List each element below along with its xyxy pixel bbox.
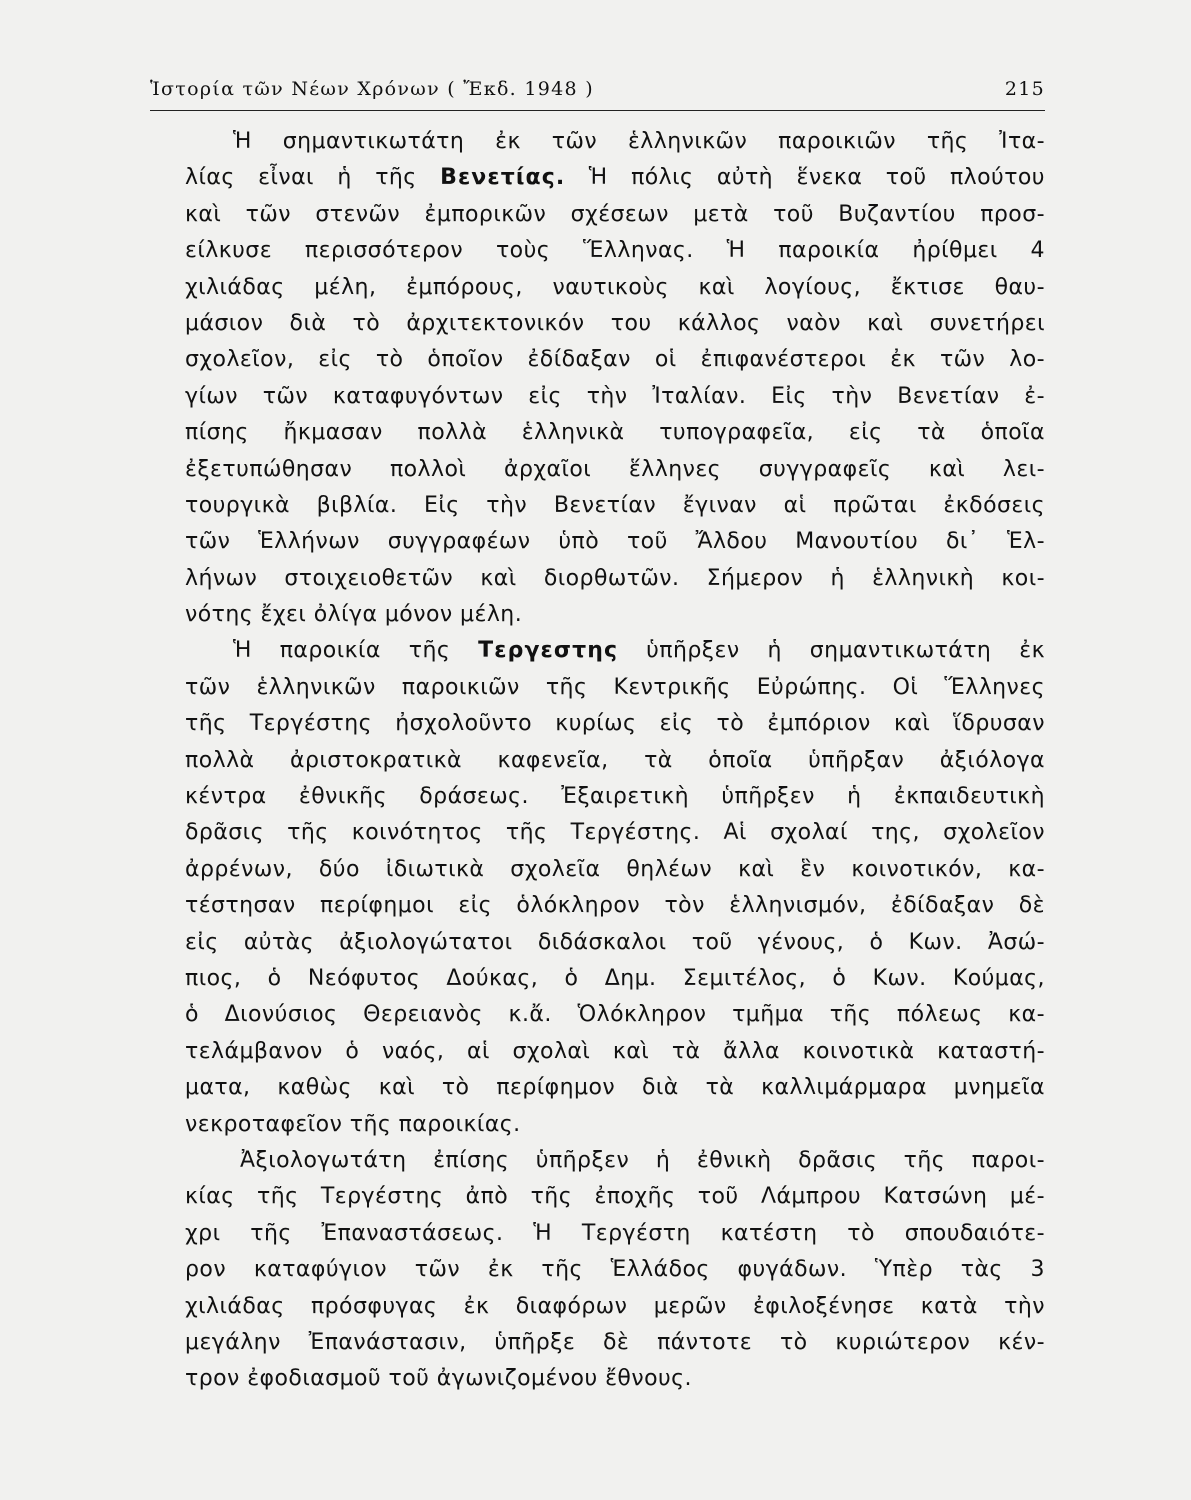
text-line: τῶν Ἑλλήνων συγγραφέων ὑπὸ τοῦ Ἄλδου Μανουτίου δι᾿ Ἑλ- bbox=[185, 529, 1045, 555]
text-line bbox=[185, 633, 1045, 669]
text-line: καὶ τῶν στενῶν ἐμπορικῶν σχέσεων μετὰ τοῦ Βυζαντίου προσ- bbox=[185, 201, 1045, 227]
text-line: είλκυσε περισσότερον τοὺς Ἕλληνας. Ἡ παροικία ἠρίθμει 4 bbox=[185, 238, 1045, 264]
text-line: λήνων στοιχειοθετῶν καὶ διορθωτῶν. Σήμερον ἡ ἑλληνικὴ κοι- bbox=[185, 565, 1045, 591]
running-title: Ἱστορία τῶν Νέων Χρόνων ( Ἔκδ. 1948 ) bbox=[150, 78, 594, 100]
text-line: χρι τῆς Ἐπαναστάσεως. Ἡ Τεργέστη κατέστη τὸ σπουδαιότε- bbox=[185, 1220, 1045, 1246]
line-segment: Ἡ παροικία τῆς bbox=[233, 638, 479, 664]
line-segment: λίας εἶναι ἡ τῆς bbox=[185, 165, 441, 191]
body-text bbox=[185, 124, 1045, 1398]
text-line: γίων τῶν καταφυγόντων εἰς τὴν Ἰταλίαν. Εἰς τὴν Βενετίαν ἐ- bbox=[185, 383, 1045, 409]
text-line: μεγάλην Ἐπανάστασιν, ὑπῆρξε δὲ πάντοτε τὸ κυριώτερον κέν- bbox=[185, 1329, 1045, 1355]
text-line: εἰς αὐτὰς ἀξιολογώτατοι διδάσκαλοι τοῦ γένους, ὁ Κων. Ἀσώ- bbox=[185, 929, 1045, 955]
text-line: ματα, καθὼς καὶ τὸ περίφημον διὰ τὰ καλλιμάρμαρα μνημεῖα bbox=[185, 1075, 1045, 1101]
text-line: νεκροταφεῖον τῆς παροικίας. bbox=[185, 1111, 521, 1137]
text-line: ἀρρένων, δύο ἰδιωτικὰ σχολεῖα θηλέων καὶ ἓν κοινοτικόν, κα- bbox=[185, 856, 1045, 882]
text-line: μάσιον διὰ τὸ ἀρχιτεκτονικόν του κάλλος ναὸν καὶ συνετήρει bbox=[185, 310, 1045, 336]
text-line: κέντρα ἐθνικῆς δράσεως. Ἐξαιρετικὴ ὑπῆρξεν ἡ ἐκπαιδευτικὴ bbox=[185, 784, 1045, 810]
text-line: τῶν ἑλληνικῶν παροικιῶν τῆς Κεντρικῆς Εὐρώπης. Οἱ Ἕλληνες bbox=[185, 674, 1045, 700]
emphasized-place-name: Βενετίας. bbox=[440, 165, 566, 191]
text-line: τῆς Τεργέστης ἠσχολοῦντο κυρίως εἰς τὸ ἐμπόριον καὶ ἵδρυσαν bbox=[185, 711, 1045, 737]
line-segment: Ἡ πόλις αὐτὴ ἕνεκα τοῦ πλούτου bbox=[565, 165, 1045, 191]
paragraph bbox=[185, 633, 1045, 1142]
text-line: τελάμβανον ὁ ναός, αἱ σχολαὶ καὶ τὰ ἄλλα κοινοτικὰ καταστή- bbox=[185, 1038, 1045, 1064]
text-line: σχολεῖον, εἰς τὸ ὁποῖον ἐδίδαξαν οἱ ἐπιφανέστεροι ἐκ τῶν λο- bbox=[185, 347, 1045, 373]
text-line: τουργικὰ βιβλία. Εἰς τὴν Βενετίαν ἔγιναν αἱ πρῶται ἐκδόσεις bbox=[185, 492, 1045, 518]
running-header bbox=[150, 70, 1045, 108]
text-line: ἐξετυπώθησαν πολλοὶ ἀρχαῖοι ἕλληνες συγγραφεῖς καὶ λει- bbox=[185, 456, 1045, 482]
line-segment: ὑπῆρξεν ἡ σημαντικωτάτη ἐκ bbox=[618, 638, 1045, 664]
text-line: τέστησαν περίφημοι εἰς ὁλόκληρον τὸν ἑλληνισμόν, ἐδίδαξαν δὲ bbox=[185, 893, 1045, 919]
text-line: ρον καταφύγιον τῶν ἐκ τῆς Ἑλλάδος φυγάδων. Ὑπὲρ τὰς 3 bbox=[185, 1257, 1045, 1283]
paragraph bbox=[185, 124, 1045, 633]
page-number: 215 bbox=[1004, 78, 1045, 100]
text-line: πολλὰ ἀριστοκρατικὰ καφενεῖα, τὰ ὁποῖα ὑπῆρξαν ἀξιόλογα bbox=[185, 747, 1045, 773]
paragraph bbox=[185, 1143, 1045, 1398]
text-line: κίας τῆς Τεργέστης ἀπὸ τῆς ἐποχῆς τοῦ Λάμπρου Κατσώνη μέ- bbox=[185, 1184, 1045, 1210]
text-line: Ἀξιολογωτάτη ἐπίσης ὑπῆρξεν ἡ ἐθνικὴ δρᾶσις τῆς παροι- bbox=[240, 1147, 1045, 1173]
header-rule bbox=[150, 110, 1045, 111]
text-line: ὁ Διονύσιος Θερειανὸς κ.ἄ. Ὁλόκληρον τμῆμα τῆς πόλεως κα- bbox=[185, 1002, 1045, 1028]
text-line: Ἡ σημαντικωτάτη ἐκ τῶν ἑλληνικῶν παροικιῶν τῆς Ἰτα- bbox=[233, 129, 1045, 154]
text-line: νότης ἔχει ὀλίγα μόνον μέλη. bbox=[185, 602, 523, 628]
text-line bbox=[185, 160, 1045, 196]
text-line: πίσης ἤκμασαν πολλὰ ἑλληνικὰ τυπογραφεῖα, εἰς τὰ ὁποῖα bbox=[185, 420, 1045, 446]
text-line: τρον ἐφοδιασμοῦ τοῦ ἀγωνιζομένου ἔθνους. bbox=[185, 1366, 692, 1392]
text-line: χιλιάδας πρόσφυγας ἐκ διαφόρων μερῶν ἐφιλοξένησε κατὰ τὴν bbox=[185, 1293, 1045, 1319]
emphasized-place-name: Τεργεστης bbox=[478, 638, 619, 664]
text-line: πιος, ὁ Νεόφυτος Δούκας, ὁ Δημ. Σεμιτέλος, ὁ Κων. Κούμας, bbox=[185, 965, 1045, 991]
text-line: χιλιάδας μέλη, ἐμπόρους, ναυτικοὺς καὶ λογίους, ἔκτισε θαυ- bbox=[185, 274, 1045, 300]
text-line: δρᾶσις τῆς κοινότητος τῆς Τεργέστης. Αἱ σχολαί της, σχολεῖον bbox=[185, 820, 1045, 846]
